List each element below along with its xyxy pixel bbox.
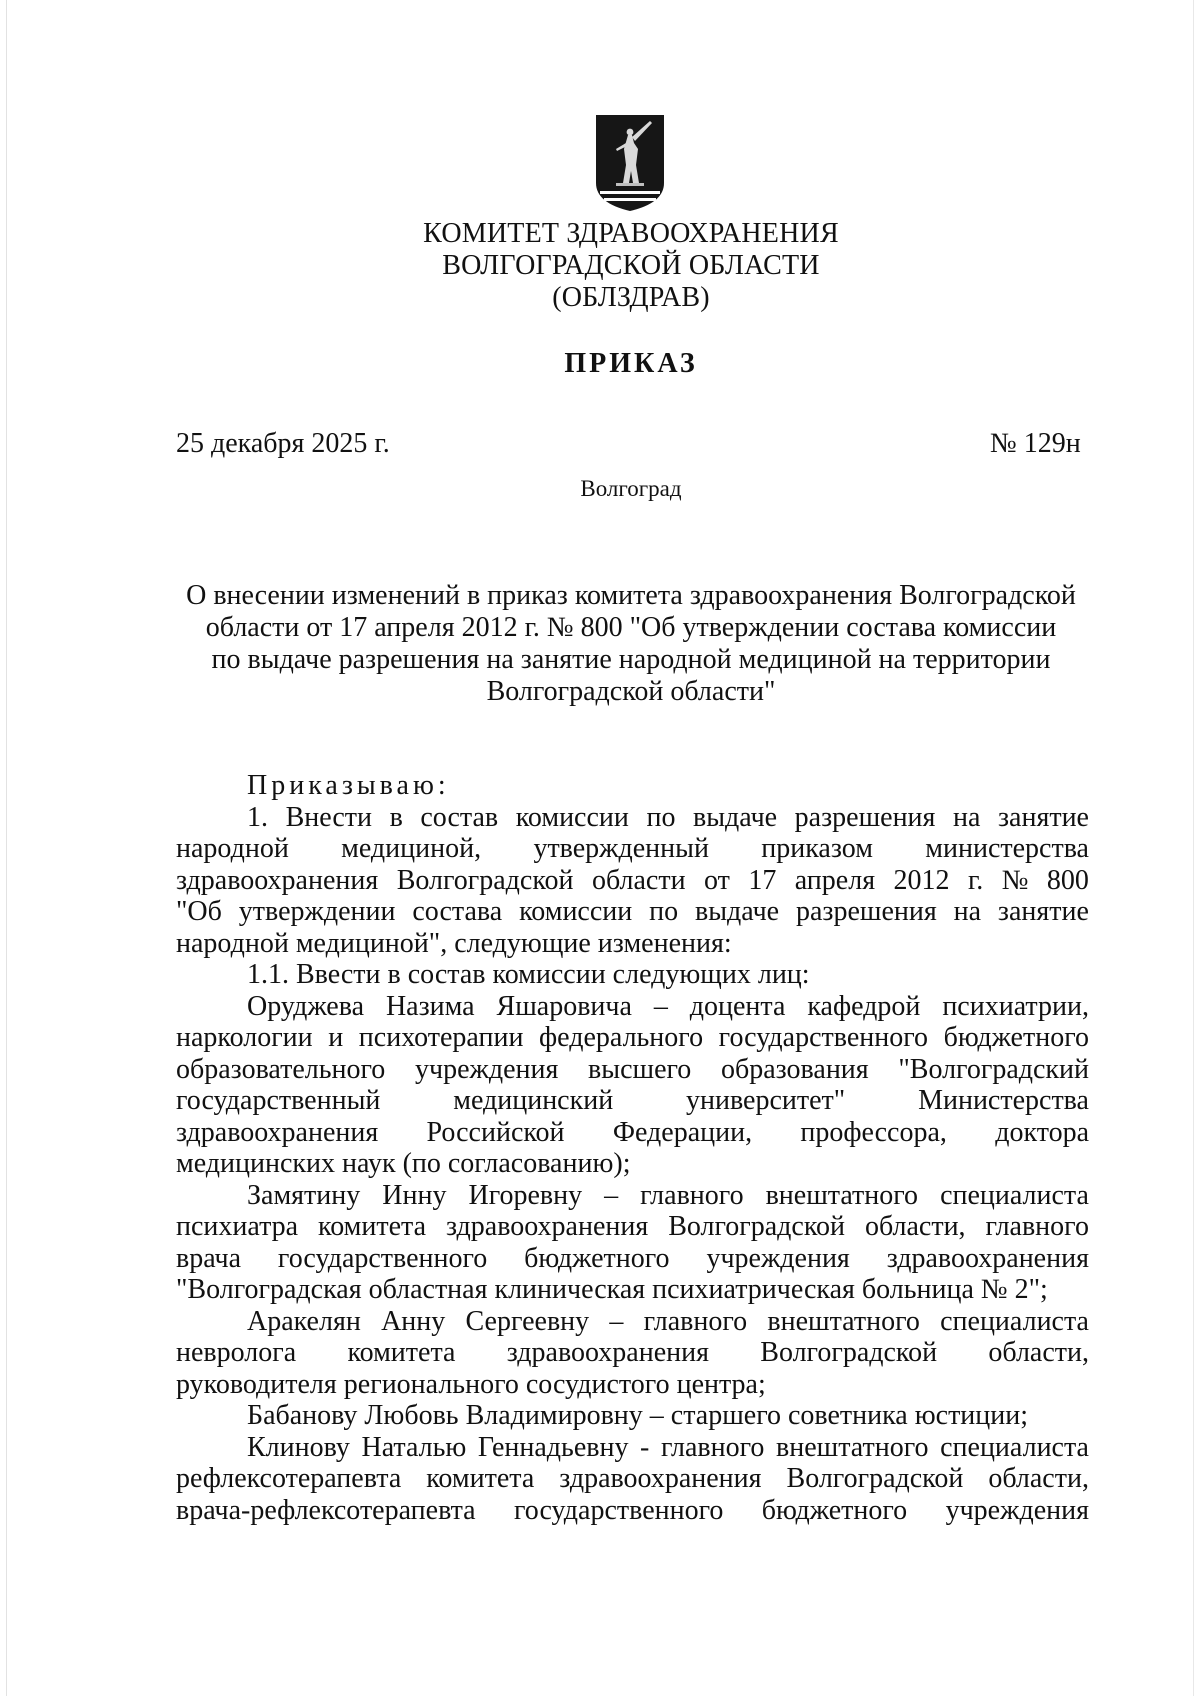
body-line bbox=[176, 1337, 1089, 1369]
word: главного bbox=[640, 1179, 744, 1211]
word: № bbox=[1001, 864, 1029, 896]
word: комитета bbox=[318, 1211, 427, 1242]
word: по bbox=[646, 801, 676, 833]
word: 17 bbox=[748, 864, 777, 896]
word: области, bbox=[988, 1337, 1089, 1368]
body-line bbox=[176, 1117, 1089, 1149]
word: "Волгоградский bbox=[898, 1053, 1089, 1085]
org-name-line-3: (ОБЛЗДРАВ) bbox=[552, 282, 710, 313]
org-name-line-2: ВОЛГОГРАДСКОЙ ОБЛАСТИ bbox=[442, 250, 820, 281]
body-line bbox=[176, 1180, 1089, 1212]
word: государственный bbox=[176, 1085, 381, 1116]
word: области bbox=[591, 864, 686, 896]
word: доктора bbox=[995, 1116, 1089, 1148]
word: по bbox=[649, 896, 679, 927]
word: государственного bbox=[277, 1242, 488, 1274]
word: здравоохранения bbox=[506, 1337, 709, 1368]
document-city: Волгоград bbox=[580, 476, 682, 501]
word: Волгоградской bbox=[760, 1337, 938, 1368]
word: невролога bbox=[176, 1337, 297, 1368]
word: кафедрой bbox=[807, 990, 921, 1022]
body-line bbox=[176, 991, 1089, 1023]
word: Федерации, bbox=[612, 1116, 753, 1148]
word: государственного bbox=[718, 1022, 929, 1053]
word: здравоохранения bbox=[446, 1211, 649, 1242]
body-line bbox=[176, 1432, 1089, 1464]
word: Министерства bbox=[918, 1085, 1089, 1116]
body-line: 1.1. Ввести в состав комиссии следующих лиц: bbox=[247, 959, 810, 990]
title-line: по выдаче разрешения на занятие народной медициной на территории bbox=[211, 644, 1051, 675]
body-line: руководителя регионального сосудистого центра; bbox=[176, 1368, 766, 1400]
word: – bbox=[604, 1179, 619, 1211]
word: врача bbox=[176, 1242, 242, 1274]
body-line bbox=[176, 802, 1089, 834]
org-name-line-1: КОМИТЕТ ЗДРАВООХРАНЕНИЯ bbox=[423, 218, 839, 249]
word: бюджетного bbox=[761, 1494, 908, 1526]
word: здравоохранения bbox=[886, 1242, 1089, 1274]
document-type: ПРИКАЗ bbox=[564, 348, 698, 379]
word: здравоохранения bbox=[176, 1116, 379, 1148]
word: разрешения bbox=[794, 801, 936, 833]
word: учреждения bbox=[945, 1494, 1089, 1526]
body-line bbox=[176, 1085, 1089, 1117]
word: профессора, bbox=[800, 1116, 947, 1148]
body-line: народной медициной", следующие изменения: bbox=[176, 927, 732, 959]
word: Оруджева bbox=[247, 990, 365, 1022]
word: - bbox=[640, 1431, 650, 1463]
body-line bbox=[176, 1306, 1089, 1338]
word: федерального bbox=[539, 1022, 704, 1053]
word: – bbox=[653, 990, 668, 1022]
word: учреждения bbox=[706, 1242, 850, 1274]
word: образовательного bbox=[176, 1053, 386, 1085]
word: занятие bbox=[997, 801, 1089, 833]
word: комиссии bbox=[519, 896, 633, 927]
word: выдаче bbox=[693, 801, 778, 833]
word: Волгоградской bbox=[668, 1211, 846, 1242]
document-date: 25 декабря 2025 г. bbox=[176, 428, 390, 459]
word: внештатного bbox=[765, 1179, 919, 1211]
word: утвержденный bbox=[533, 833, 709, 864]
title-line: О внесении изменений в приказ комитета здравоохранения Волгоградской bbox=[186, 580, 1076, 611]
word: Инну bbox=[382, 1179, 447, 1211]
word: бюджетного bbox=[943, 1022, 1089, 1053]
word: специалиста bbox=[940, 1305, 1089, 1337]
title-line: Волгоградской области" bbox=[486, 676, 776, 707]
word: народной bbox=[176, 833, 289, 864]
word: Замятину bbox=[247, 1179, 361, 1211]
word: от bbox=[704, 864, 730, 896]
body-line bbox=[176, 1211, 1089, 1243]
word: внештатного bbox=[776, 1431, 929, 1463]
body-line bbox=[176, 1495, 1089, 1527]
body-line: "Волгоградская областная клиническая психиатрическая больница № 2"; bbox=[176, 1274, 1048, 1305]
word: Сергеевну bbox=[465, 1305, 590, 1337]
word: главного bbox=[660, 1431, 765, 1463]
word: главного bbox=[985, 1211, 1089, 1242]
word: государственного bbox=[514, 1494, 724, 1526]
word: в bbox=[389, 801, 403, 833]
body-line bbox=[176, 865, 1089, 897]
word: приказом bbox=[761, 833, 873, 864]
word: Волгоградской bbox=[396, 864, 574, 896]
word: на bbox=[953, 896, 982, 927]
word: занятие bbox=[997, 896, 1089, 927]
word: главного bbox=[643, 1305, 748, 1337]
word: комитета bbox=[426, 1463, 535, 1494]
body-line bbox=[176, 896, 1089, 928]
word: комитета bbox=[347, 1337, 456, 1368]
title-line: области от 17 апреля 2012 г. № 800 "Об утверждении состава комиссии bbox=[205, 612, 1057, 643]
word: области, bbox=[988, 1463, 1089, 1494]
word: состав bbox=[420, 801, 499, 833]
word: области, bbox=[864, 1211, 966, 1242]
word: 2012 bbox=[893, 864, 950, 896]
word: комиссии bbox=[515, 801, 629, 833]
word: разрешения bbox=[795, 896, 937, 927]
word: Геннадьевну bbox=[477, 1431, 629, 1463]
body-line bbox=[176, 1243, 1089, 1275]
word: учреждения bbox=[414, 1053, 559, 1085]
organization-header bbox=[0, 218, 1200, 314]
word: Аракелян bbox=[247, 1305, 361, 1337]
word: медицинский bbox=[453, 1085, 614, 1116]
word: университет" bbox=[686, 1085, 846, 1116]
document-body bbox=[176, 770, 1089, 1526]
word: здравоохранения bbox=[559, 1463, 762, 1494]
word: внештатного bbox=[767, 1305, 920, 1337]
word: Волгоградской bbox=[786, 1463, 964, 1494]
order-intro: Приказываю: bbox=[247, 770, 450, 801]
word: утверждении bbox=[238, 896, 396, 927]
word: 800 bbox=[1046, 864, 1089, 896]
body-line: медицинских наук (по согласованию); bbox=[176, 1148, 631, 1179]
word: здравоохранения bbox=[176, 864, 379, 896]
word: специалиста bbox=[940, 1179, 1089, 1211]
body-line bbox=[176, 1463, 1089, 1495]
body-line: Бабанову Любовь Владимировну – старшего советника юстиции; bbox=[247, 1400, 1029, 1431]
word: Анну bbox=[381, 1305, 446, 1337]
word: Яшаровича bbox=[496, 990, 632, 1022]
word: бюджетного bbox=[524, 1242, 670, 1274]
word: 1. bbox=[247, 801, 268, 833]
word: психиатрии, bbox=[942, 990, 1089, 1022]
body-line bbox=[176, 833, 1089, 865]
coat-of-arms-emblem bbox=[592, 113, 668, 213]
word: Назима bbox=[385, 990, 475, 1022]
word: образования bbox=[720, 1053, 869, 1085]
word: медициной, bbox=[341, 833, 482, 864]
word: и bbox=[328, 1022, 344, 1053]
word: министерства bbox=[925, 833, 1089, 864]
word: высшего bbox=[588, 1053, 692, 1085]
word: Внести bbox=[285, 801, 372, 833]
word: психиатра bbox=[176, 1211, 299, 1242]
word: доцента bbox=[689, 990, 786, 1022]
word: Российской bbox=[426, 1116, 565, 1148]
word: психотерапии bbox=[358, 1022, 524, 1053]
body-line bbox=[176, 1054, 1089, 1086]
word: г. bbox=[967, 864, 984, 896]
document-number: № 129н bbox=[990, 428, 1081, 459]
word: апреля bbox=[794, 864, 876, 896]
word: Наталью bbox=[361, 1431, 467, 1463]
word: "Об bbox=[176, 896, 222, 927]
word: рефлексотерапевта bbox=[176, 1463, 402, 1494]
document-title bbox=[0, 580, 1200, 708]
word: состава bbox=[412, 896, 503, 927]
word: врача-рефлексотерапевта bbox=[176, 1494, 476, 1526]
word: выдаче bbox=[695, 896, 780, 927]
word: Игоревну bbox=[468, 1179, 583, 1211]
word: наркологии bbox=[176, 1022, 313, 1053]
word: на bbox=[953, 801, 981, 833]
body-line bbox=[176, 1022, 1089, 1054]
word: специалиста bbox=[940, 1431, 1089, 1463]
word: Клинову bbox=[247, 1431, 350, 1463]
word: – bbox=[609, 1305, 624, 1337]
